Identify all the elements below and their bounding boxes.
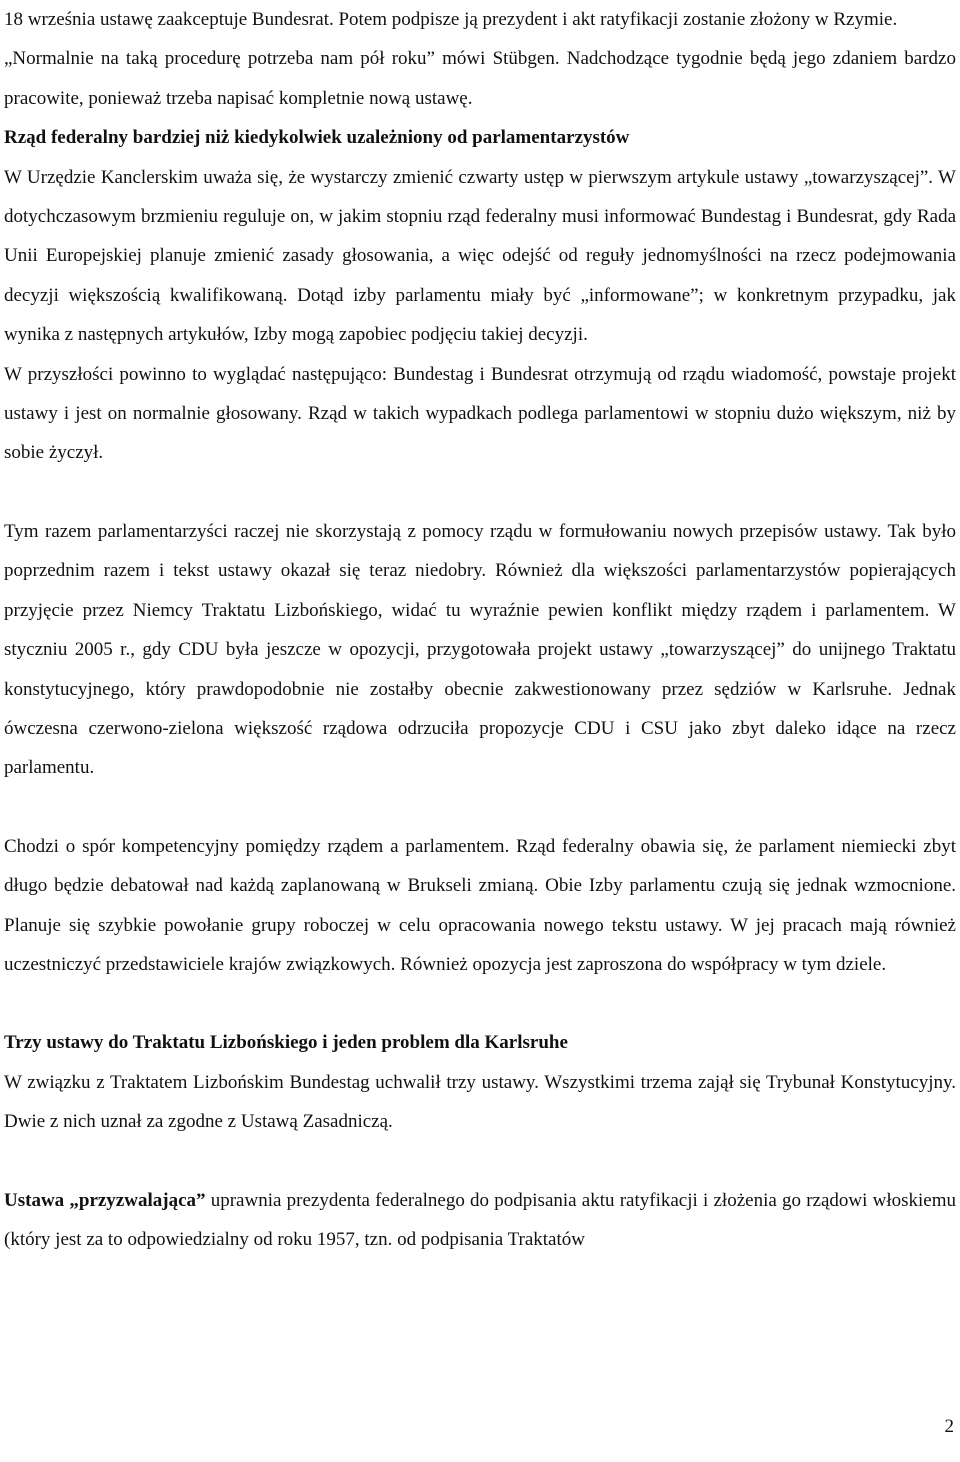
paragraph-parliamentarians: Tym razem parlamentarzyści raczej nie skorzystają z pomocy rządu w formułowaniu nowych przepisów ustawy. Tak było poprzednim razem i tekst ustawy okazał się teraz niedobry. Również dla większości parlamentarzystów popierających przyjęcie przez Niemcy Traktatu Lizbońskiego, widać tu wyraźnie pewien konflikt między rządem i parlamentem. W styczniu 2005 r., gdy CDU była jeszcze w opozycji, przygotowała projekt ustawy „towarzyszącej” do unijnego Traktatu konstytucyjnego, który prawdopodobnie nie zostałby obecnie zakwestionowany przez sędziów w Karlsruhe. Jednak ówczesna czerwono-zielona większość rządowa odrzuciła propozycje CDU i CSU jako zbyt daleko idące na rzecz parlamentu. (4, 520, 956, 779)
section-heading-three-laws: Trzy ustawy do Traktatu Lizbońskiego i jeden problem dla Karlsruhe (4, 1032, 568, 1054)
paragraph-three-laws: W związku z Traktatem Lizbońskim Bundestag uchwalił trzy ustawy. Wszystkimi trzema zajął się Trybunał Konstytucyjny. Dwie z nich uznał za zgodne z Ustawą Zasadniczą. (4, 1071, 956, 1133)
document-page (4, 0, 956, 1259)
consent-law-term: Ustawa „przyzwalająca” (4, 1189, 206, 1211)
paragraph-stubgen-quote: „Normalnie na taką procedurę potrzeba nam pół roku” mówi Stübgen. Nadchodzące tygodnie będą jego zdaniem bardzo pracowite, ponieważ trzeba napisać kompletnie nową ustawę. (4, 48, 956, 109)
paragraph-chancellery: W Urzędzie Kanclerskim uważa się, że wystarczy zmienić czwarty ustęp w pierwszym artykule ustawy „towarzyszącej”. W dotychczasowym brzmieniu reguluje on, w jakim stopniu rząd federalny musi informować Bundestag i Bundesrat, gdy Rada Unii Europejskiej planuje zmienić zasady głosowania, a więc odejść od reguły jednomyślności na rzecz podejmowania decyzji większością kwalifikowaną. Dotąd izby parlamentu miały być „informowane”; w konkretnym przypadku, jak wynika z następnych artykułów, Izby mogą zapobiec podjęciu takiej decyzji. (4, 166, 956, 346)
paragraph-spacer (4, 788, 956, 827)
paragraph-spacer (4, 473, 956, 512)
paragraph-spacer (4, 1142, 956, 1181)
page-number: 2 (944, 1416, 954, 1437)
paragraph-ratification: 18 września ustawę zaakceptuje Bundesrat. Potem podpisze ją prezydent i akt ratyfikacji zostanie złożony w Rzymie. (4, 9, 898, 30)
paragraph-future-procedure: W przyszłości powinno to wyglądać następująco: Bundestag i Bundesrat otrzymują od rządu wiadomość, powstaje projekt ustawy i jest on normalnie głosowany. Rząd w takich wypadkach podlega parlamentowi w stopniu dużo większym, niż by sobie życzył. (4, 363, 956, 464)
consent-law-text: uprawnia prezydenta federalnego do podpisania aktu ratyfikacji i złożenia go rządowi włoskiemu (który jest za to odpowiedzialny od roku 1957, tzn. od podpisania Traktatów (4, 1189, 956, 1250)
paragraph-spacer (4, 984, 956, 1023)
section-heading-government: Rząd federalny bardziej niż kiedykolwiek uzależniony od parlamentarzystów (4, 127, 630, 149)
paragraph-competence-dispute: Chodzi o spór kompetencyjny pomiędzy rządem a parlamentem. Rząd federalny obawia się, że parlament niemiecki zbyt długo będzie debatował nad każdą zaplanowaną w Brukseli zmianą. Obie Izby parlamentu czują się jednak wzmocnione. Planuje się szybkie powołanie grupy roboczej w celu opracowania nowego tekstu ustawy. W jej pracach mają również uczestniczyć przedstawiciele krajów związkowych. Również opozycja jest zaproszona do współpracy w tym dziele. (4, 835, 956, 975)
paragraph-consent-law (4, 1181, 956, 1260)
